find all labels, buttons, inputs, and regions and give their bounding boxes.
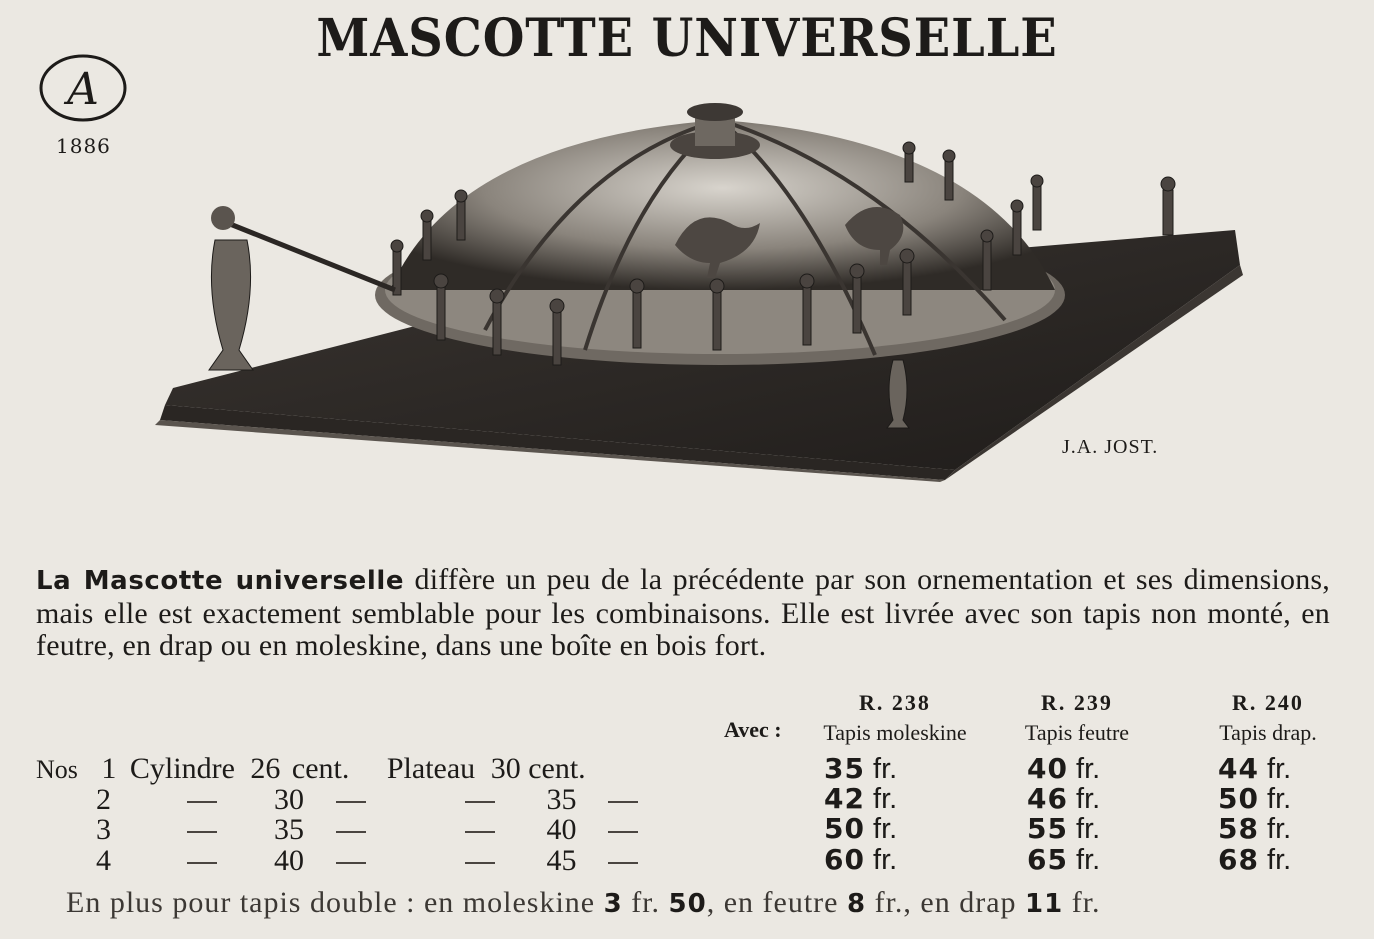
- unit-cent: cent.: [291, 752, 350, 785]
- plateau-size: 45: [546, 844, 577, 877]
- footer-drap-label: en drap: [920, 886, 1017, 919]
- cylindre-size: 26: [250, 752, 281, 785]
- plateau-label: Plateau: [386, 752, 476, 785]
- description-lead: La Mascotte universelle: [36, 566, 405, 596]
- price-r239-3: 55 fr.: [1027, 812, 1101, 845]
- maker-logo: [38, 52, 128, 122]
- row-number: 3: [96, 813, 111, 846]
- price-r238-2: 42 fr.: [824, 782, 898, 815]
- footer-prefix: En plus pour tapis double : en moleskine: [66, 886, 596, 919]
- ditto-dash: [336, 862, 366, 864]
- avec-label: Avec :: [724, 717, 782, 742]
- column-code: R. 238: [859, 690, 931, 715]
- moleskine-cents: 50: [668, 889, 707, 919]
- price-r238-4: 60 fr.: [824, 843, 898, 876]
- table-row-1-label: [36, 752, 586, 786]
- unit: fr.: [1071, 886, 1101, 919]
- table-row-4-label: [96, 844, 642, 878]
- column-header-r239: [1002, 688, 1152, 748]
- row-number: 4: [96, 844, 111, 877]
- row-number: 1: [101, 752, 117, 785]
- plateau-size: 40: [546, 813, 577, 846]
- footer-feutre-label: en feutre: [723, 886, 839, 919]
- ditto-dash: [608, 862, 638, 864]
- description-body: diffère un peu de la précédente par son ornementation et ses dimensions, mais elle est exactement semblable pour les combinaisons. Elle est livrée avec son tapis non monté, en feutre, en drap ou en moleskine, dans une boîte en bois fort.: [36, 563, 1330, 662]
- column-code: R. 240: [1232, 690, 1304, 715]
- ditto-dash: [465, 831, 495, 833]
- price-r239-4: 65 fr.: [1027, 843, 1101, 876]
- price-r238-1: 35 fr.: [824, 752, 898, 785]
- feutre-price: 8: [846, 889, 867, 919]
- drap-price: 11: [1025, 889, 1064, 919]
- nos-label: Nos: [36, 755, 78, 784]
- table-row-2-label: [96, 783, 642, 817]
- page-title: MASCOTTE UNIVERSELLE: [316, 8, 1058, 69]
- column-label: Tapis feutre: [1024, 720, 1130, 745]
- price-r240-4: 68 fr.: [1218, 843, 1292, 876]
- moleskine-price: 3: [603, 889, 623, 919]
- column-label: Tapis moleskine: [823, 720, 967, 745]
- price-r240-2: 50 fr.: [1218, 782, 1292, 815]
- ditto-dash: [187, 801, 217, 803]
- column-code: R. 239: [1041, 690, 1113, 715]
- price-r240-3: 58 fr.: [1218, 812, 1292, 845]
- ditto-dash: [608, 831, 638, 833]
- plateau-size: 30: [490, 752, 521, 785]
- price-r240-1: 44 fr.: [1218, 752, 1292, 785]
- cylindre-size: 40: [274, 844, 304, 877]
- price-r238-3: 50 fr.: [824, 812, 898, 845]
- price-r239-1: 40 fr.: [1027, 752, 1101, 785]
- engraver-signature: J.A. JOST.: [1062, 436, 1159, 458]
- double-mat-surcharge: En plus pour tapis double : en moleskine 3 fr. 50, en feutre 8 fr., en drap 11 fr.: [66, 886, 1101, 919]
- ditto-dash: [336, 831, 366, 833]
- table-row-3-label: [96, 813, 642, 847]
- ditto-dash: [187, 831, 217, 833]
- ditto-dash: [336, 801, 366, 803]
- ditto-dash: [187, 862, 217, 864]
- logo-year: 1886: [56, 134, 111, 158]
- cylindre-size: 35: [274, 813, 304, 846]
- column-header-r240: [1198, 688, 1338, 748]
- ditto-dash: [465, 862, 495, 864]
- unit: fr.: [631, 886, 661, 919]
- product-description: [36, 564, 1330, 663]
- cylindre-size: 30: [274, 783, 304, 816]
- unit-cent: cent.: [528, 752, 586, 785]
- row-number: 2: [96, 783, 111, 816]
- cylindre-label: Cylindre: [129, 752, 235, 785]
- ditto-dash: [465, 801, 495, 803]
- svg-text:A: A: [67, 64, 99, 115]
- plateau-size: 35: [546, 783, 577, 816]
- column-header-r238: [800, 688, 990, 748]
- column-label: Tapis drap.: [1219, 720, 1317, 745]
- unit: fr.: [874, 886, 904, 919]
- ditto-dash: [608, 801, 638, 803]
- price-r239-2: 46 fr.: [1027, 782, 1101, 815]
